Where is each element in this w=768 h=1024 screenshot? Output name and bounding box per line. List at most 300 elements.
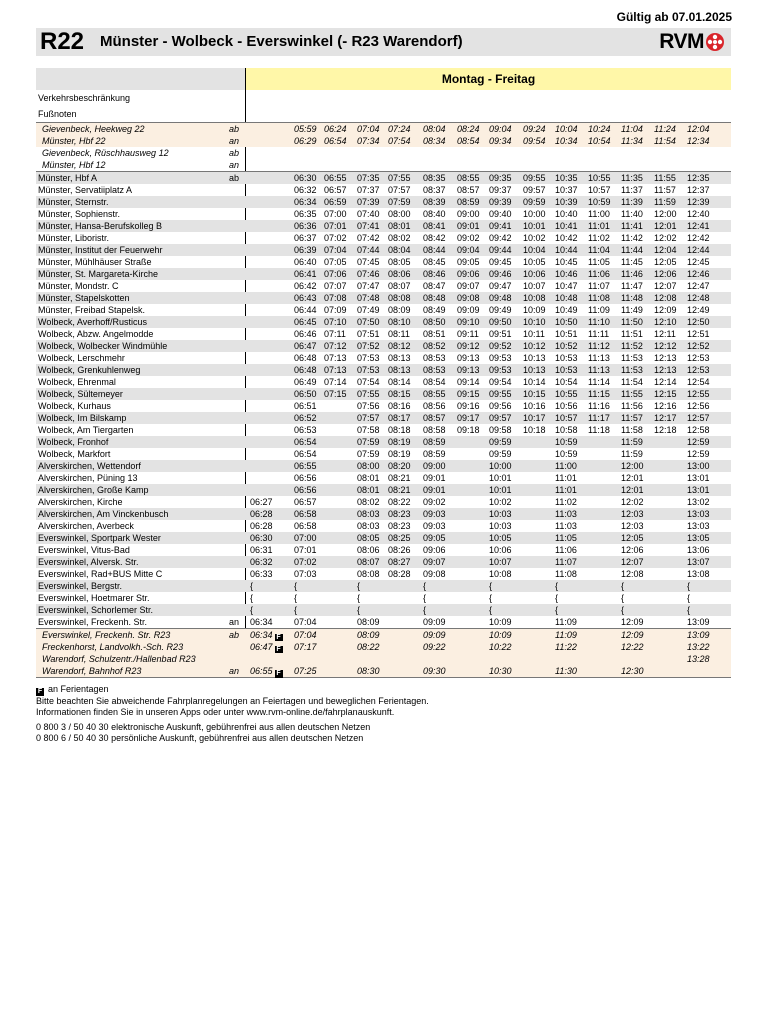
departure-time: 13:09 bbox=[687, 630, 710, 640]
departure-time: 06:34 F bbox=[250, 630, 281, 641]
departure-time: 07:59 bbox=[357, 449, 380, 459]
departure-time: 11:57 bbox=[621, 413, 643, 423]
departure-time: 12:53 bbox=[687, 365, 710, 375]
departure-time: 11:50 bbox=[621, 317, 643, 327]
departure-time: 06:40 bbox=[294, 257, 317, 267]
departure-time: 10:09 bbox=[523, 305, 546, 315]
departure-time: 12:14 bbox=[654, 377, 677, 387]
departure-time: 09:01 bbox=[423, 485, 446, 495]
table-row bbox=[36, 220, 731, 232]
departure-time: { bbox=[621, 593, 625, 603]
departure-time: { bbox=[489, 581, 493, 591]
departure-time: 09:02 bbox=[423, 497, 446, 507]
departure-time: 12:17 bbox=[654, 413, 677, 423]
departure-time: 11:03 bbox=[555, 521, 577, 531]
departure-time: 09:16 bbox=[457, 401, 480, 411]
departure-time: 13:28 bbox=[687, 654, 710, 664]
departure-time: 09:04 bbox=[457, 245, 480, 255]
departure-time: 12:13 bbox=[654, 365, 677, 375]
departure-time: 12:54 bbox=[687, 377, 710, 387]
departure-time: 07:50 bbox=[357, 317, 380, 327]
departure-time: 07:15 bbox=[324, 389, 347, 399]
departure-time: 07:59 bbox=[388, 197, 411, 207]
departure-time: 09:06 bbox=[423, 545, 446, 555]
departure-time: 08:59 bbox=[457, 197, 480, 207]
departure-time: 07:53 bbox=[357, 353, 380, 363]
departure-time: 10:02 bbox=[489, 497, 512, 507]
departure-time: 12:48 bbox=[687, 293, 710, 303]
departure-time: 09:53 bbox=[489, 365, 512, 375]
stop-name: Münster, St. Margareta-Kirche bbox=[38, 269, 159, 279]
departure-time: 07:52 bbox=[357, 341, 380, 351]
table-row bbox=[36, 616, 731, 628]
valid-from: Gültig ab 07.01.2025 bbox=[616, 10, 732, 24]
arr-dep-marker: an bbox=[229, 666, 240, 676]
departure-time: 07:01 bbox=[294, 545, 317, 555]
departure-time: 05:59 bbox=[294, 124, 317, 134]
departure-time: 09:07 bbox=[457, 281, 480, 291]
departure-time: 08:40 bbox=[423, 209, 446, 219]
table-row bbox=[36, 184, 731, 196]
departure-time: 07:12 bbox=[324, 341, 347, 351]
departure-time: 11:49 bbox=[621, 305, 643, 315]
departure-time: 08:28 bbox=[388, 569, 411, 579]
stop-name: Everswinkel, Bergstr. bbox=[38, 581, 123, 591]
departure-time: 10:44 bbox=[555, 245, 578, 255]
departure-time: 10:48 bbox=[555, 293, 578, 303]
departure-time: 10:30 bbox=[489, 666, 512, 676]
restriction-label: Verkehrsbeschränkung bbox=[38, 93, 131, 103]
header-left-cell bbox=[36, 68, 245, 90]
stop-name: Freckenhorst, Landvolkh.-Sch. R23 bbox=[42, 642, 184, 652]
footer bbox=[36, 684, 429, 744]
departure-time: 06:50 bbox=[294, 389, 317, 399]
departure-time: 06:29 bbox=[294, 136, 317, 146]
departure-time: 10:01 bbox=[489, 473, 512, 483]
departure-time: 07:58 bbox=[357, 425, 380, 435]
departure-time: 08:08 bbox=[357, 569, 380, 579]
departure-time: 08:50 bbox=[423, 317, 446, 327]
departure-time: 10:03 bbox=[489, 509, 512, 519]
departure-time: 12:57 bbox=[687, 413, 710, 423]
departure-time: 10:49 bbox=[555, 305, 578, 315]
departure-time: 07:08 bbox=[324, 293, 347, 303]
departure-time: 10:35 bbox=[555, 173, 578, 183]
departure-time: 12:53 bbox=[687, 353, 710, 363]
departure-time: 11:48 bbox=[621, 293, 643, 303]
stop-name: Wolbeck, Wolbecker Windmühle bbox=[38, 341, 168, 351]
departure-time: 11:58 bbox=[621, 425, 643, 435]
departure-time: 10:09 bbox=[489, 617, 512, 627]
departure-time: 12:40 bbox=[687, 209, 710, 219]
departure-time: 08:35 bbox=[423, 173, 446, 183]
departure-time: 09:40 bbox=[489, 209, 512, 219]
departure-time: 06:28 bbox=[250, 509, 273, 519]
table-row bbox=[36, 280, 731, 292]
stop-name: Münster, Sternstr. bbox=[38, 197, 109, 207]
departure-time: 08:54 bbox=[423, 377, 446, 387]
departure-time: 10:34 bbox=[555, 136, 578, 146]
departure-time: 06:55 bbox=[324, 173, 347, 183]
departure-time: 06:36 bbox=[294, 221, 317, 231]
departure-time: 08:53 bbox=[423, 365, 446, 375]
departure-time: 12:16 bbox=[654, 401, 677, 411]
table-row bbox=[36, 292, 731, 304]
table-row bbox=[36, 665, 731, 678]
stop-name: Wolbeck, Fronhof bbox=[38, 437, 109, 447]
departure-time: 06:35 bbox=[294, 209, 317, 219]
departure-time: 07:34 bbox=[357, 136, 380, 146]
departure-time: 10:39 bbox=[555, 197, 578, 207]
departure-time: 11:01 bbox=[555, 485, 577, 495]
stop-name: Alverskirchen, Püning 13 bbox=[38, 473, 138, 483]
departure-time: 11:09 bbox=[555, 630, 577, 640]
departure-time: 12:12 bbox=[654, 341, 677, 351]
departure-time: 09:00 bbox=[423, 461, 446, 471]
departure-time: 11:59 bbox=[621, 437, 643, 447]
departure-time: 08:58 bbox=[423, 425, 446, 435]
departure-time: { bbox=[687, 605, 691, 615]
departure-time: 06:41 bbox=[294, 269, 317, 279]
departure-time: 10:59 bbox=[555, 437, 578, 447]
departure-time: 08:16 bbox=[388, 401, 411, 411]
departure-time: 11:11 bbox=[588, 329, 610, 339]
departure-time: 06:34 bbox=[250, 617, 273, 627]
departure-time: 10:05 bbox=[523, 257, 546, 267]
departure-time: 06:46 bbox=[294, 329, 317, 339]
departure-time: 10:18 bbox=[523, 425, 546, 435]
departure-time: 10:06 bbox=[489, 545, 512, 555]
departure-time: 10:08 bbox=[523, 293, 546, 303]
departure-time: 13:05 bbox=[687, 533, 710, 543]
departure-time: 11:34 bbox=[621, 136, 643, 146]
departure-time: { bbox=[621, 605, 625, 615]
departure-time: 12:01 bbox=[621, 485, 644, 495]
departure-time: 07:14 bbox=[324, 377, 347, 387]
stop-name: Everswinkel, Alversk. Str. bbox=[38, 557, 139, 567]
departure-time: 10:53 bbox=[555, 365, 578, 375]
departure-time: 09:18 bbox=[457, 425, 480, 435]
route-title: Münster - Wolbeck - Everswinkel (- R23 Warendorf) bbox=[100, 33, 463, 50]
departure-time: 08:01 bbox=[357, 485, 380, 495]
departure-time: 07:49 bbox=[357, 305, 380, 315]
departure-time: { bbox=[294, 605, 298, 615]
departure-time: 12:03 bbox=[621, 509, 644, 519]
departure-time: 09:58 bbox=[489, 425, 512, 435]
departure-time: 06:47 bbox=[294, 341, 317, 351]
departure-time: 13:22 bbox=[687, 642, 710, 652]
departure-time: 08:53 bbox=[423, 353, 446, 363]
departure-time: 12:01 bbox=[621, 473, 644, 483]
departure-time: 12:59 bbox=[687, 437, 710, 447]
departure-time: 08:27 bbox=[388, 557, 411, 567]
day-header: Montag - Freitag bbox=[246, 68, 731, 90]
departure-time: 13:01 bbox=[687, 473, 710, 483]
departure-time: 11:06 bbox=[588, 269, 610, 279]
departure-time: 09:04 bbox=[489, 124, 512, 134]
departure-time: 07:57 bbox=[388, 185, 411, 195]
departure-time: 08:56 bbox=[423, 401, 446, 411]
departure-time: 09:03 bbox=[423, 509, 446, 519]
stop-name: Wolbeck, Grenkuhlenweg bbox=[38, 365, 141, 375]
departure-time: 12:56 bbox=[687, 401, 710, 411]
departure-time: 12:00 bbox=[621, 461, 644, 471]
departure-time: 07:46 bbox=[357, 269, 380, 279]
stop-name: Wolbeck, Abzw. Angelmodde bbox=[38, 329, 154, 339]
departure-time: 06:34 bbox=[294, 197, 317, 207]
table-row bbox=[36, 580, 731, 592]
departure-time: 11:18 bbox=[588, 425, 610, 435]
table-row bbox=[36, 304, 731, 316]
departure-time: 06:58 bbox=[294, 509, 317, 519]
departure-time: 11:30 bbox=[555, 666, 577, 676]
departure-time: 11:01 bbox=[555, 473, 577, 483]
table-row bbox=[36, 122, 731, 135]
departure-time: 12:42 bbox=[687, 233, 710, 243]
stop-name: Wolbeck, Kurhaus bbox=[38, 401, 111, 411]
departure-time: 06:27 bbox=[250, 497, 273, 507]
departure-time: 12:49 bbox=[687, 305, 710, 315]
departure-time: 09:09 bbox=[423, 630, 446, 640]
departure-time: 07:54 bbox=[388, 136, 411, 146]
departure-time: 11:07 bbox=[555, 557, 577, 567]
departure-time: 10:37 bbox=[555, 185, 578, 195]
departure-time: 08:48 bbox=[423, 293, 446, 303]
ferien-text: an Ferientagen bbox=[48, 684, 109, 694]
note-2: Informationen finden Sie in unseren Apps oder unter www.rvm-online.de/fahrplanauskunft. bbox=[36, 707, 395, 717]
departure-time: 08:55 bbox=[457, 173, 480, 183]
departure-time: 07:57 bbox=[357, 413, 380, 423]
departure-time: 10:08 bbox=[489, 569, 512, 579]
departure-time: 09:54 bbox=[523, 136, 546, 146]
departure-time: 12:35 bbox=[687, 173, 710, 183]
departure-time: 10:57 bbox=[555, 413, 578, 423]
departure-time: 12:50 bbox=[687, 317, 710, 327]
departure-time: 09:30 bbox=[423, 666, 446, 676]
table-row bbox=[36, 268, 731, 280]
departure-time: 07:04 bbox=[294, 617, 317, 627]
stop-name: Münster, Mondstr. C bbox=[38, 281, 119, 291]
departure-time: 07:02 bbox=[324, 233, 347, 243]
departure-time: 10:59 bbox=[588, 197, 611, 207]
departure-time: 08:22 bbox=[388, 497, 411, 507]
table-row bbox=[36, 628, 731, 641]
departure-time: 12:09 bbox=[654, 305, 677, 315]
departure-time: 08:04 bbox=[423, 124, 446, 134]
departure-time: { bbox=[555, 605, 559, 615]
departure-time: 10:01 bbox=[489, 485, 512, 495]
departure-time: 06:24 bbox=[324, 124, 347, 134]
departure-time: 06:31 bbox=[250, 545, 273, 555]
arr-dep-marker: ab bbox=[229, 148, 240, 158]
departure-time: 11:02 bbox=[588, 233, 610, 243]
departure-time: 07:56 bbox=[357, 401, 380, 411]
table-row bbox=[36, 364, 731, 376]
departure-time: { bbox=[687, 593, 691, 603]
departure-time: 13:03 bbox=[687, 521, 710, 531]
stop-name: Münster, Hbf 22 bbox=[42, 136, 106, 146]
departure-time: 11:54 bbox=[654, 136, 676, 146]
ferien-marker: F bbox=[276, 634, 281, 641]
stop-name: Gievenbeck, Rüschhausweg 12 bbox=[42, 148, 169, 158]
departure-time: 12:10 bbox=[654, 317, 677, 327]
departure-time: 07:03 bbox=[294, 569, 317, 579]
departure-time: 07:17 bbox=[294, 642, 317, 652]
departure-time: 10:54 bbox=[555, 377, 578, 387]
departure-time: 08:37 bbox=[423, 185, 446, 195]
stop-name: Münster, Hansa-Berufskolleg B bbox=[38, 221, 163, 231]
departure-time: 09:22 bbox=[423, 642, 446, 652]
departure-time: 06:37 bbox=[294, 233, 317, 243]
departure-time: 10:15 bbox=[523, 389, 546, 399]
departure-time: 06:51 bbox=[294, 401, 317, 411]
departure-time: 08:10 bbox=[388, 317, 411, 327]
departure-time: 09:09 bbox=[457, 305, 480, 315]
table-row bbox=[36, 147, 731, 159]
note-1: Bitte beachten Sie abweichende Fahrplanregelungen an Feiertagen und beweglichen Ferientagen. bbox=[36, 696, 429, 706]
departure-time: 12:06 bbox=[654, 269, 677, 279]
table-row bbox=[36, 412, 731, 424]
departure-time: 06:44 bbox=[294, 305, 317, 315]
departure-time: 12:04 bbox=[687, 124, 710, 134]
departure-time: 09:51 bbox=[489, 329, 512, 339]
departure-time: { bbox=[250, 605, 254, 615]
departure-time: { bbox=[621, 581, 625, 591]
departure-time: 07:35 bbox=[357, 173, 380, 183]
arr-dep-marker: ab bbox=[229, 173, 240, 183]
departure-time: 06:58 bbox=[294, 521, 317, 531]
stop-name: Wolbeck, Im Bilskamp bbox=[38, 413, 127, 423]
departure-time: 11:55 bbox=[654, 173, 676, 183]
departure-time: 11:52 bbox=[621, 341, 643, 351]
departure-time: 10:47 bbox=[555, 281, 578, 291]
table-row bbox=[36, 316, 731, 328]
departure-time: 09:08 bbox=[423, 569, 446, 579]
departure-time: 10:04 bbox=[523, 245, 546, 255]
departure-time: 11:56 bbox=[621, 401, 643, 411]
departure-time: 08:46 bbox=[423, 269, 446, 279]
departure-time: 11:13 bbox=[588, 353, 610, 363]
ferien-marker: F bbox=[276, 646, 281, 653]
table-row bbox=[36, 171, 731, 184]
departure-time: 07:01 bbox=[324, 221, 347, 231]
departure-time: 12:47 bbox=[687, 281, 710, 291]
departure-time: 07:00 bbox=[294, 533, 317, 543]
departure-time: 08:19 bbox=[388, 449, 411, 459]
departure-time: 11:45 bbox=[621, 257, 643, 267]
table-row bbox=[36, 376, 731, 388]
departure-time: 12:08 bbox=[621, 569, 644, 579]
table-body bbox=[36, 122, 731, 678]
departure-time: 12:05 bbox=[621, 533, 644, 543]
departure-time: 07:25 bbox=[294, 666, 317, 676]
departure-time: 11:41 bbox=[621, 221, 643, 231]
departure-time: 07:55 bbox=[388, 173, 411, 183]
departure-time: 12:07 bbox=[654, 281, 677, 291]
departure-time: 12:18 bbox=[654, 425, 677, 435]
table-row bbox=[36, 352, 731, 364]
departure-time: 08:06 bbox=[388, 269, 411, 279]
departure-time: 11:05 bbox=[588, 257, 610, 267]
departure-time: 08:57 bbox=[423, 413, 446, 423]
departure-time: 08:25 bbox=[388, 533, 411, 543]
departure-time: 09:08 bbox=[457, 293, 480, 303]
departure-time: 08:45 bbox=[423, 257, 446, 267]
departure-time: 08:09 bbox=[357, 617, 380, 627]
departure-time: 12:30 bbox=[621, 666, 644, 676]
departure-time: 08:07 bbox=[357, 557, 380, 567]
departure-time: 09:59 bbox=[523, 197, 546, 207]
stop-name: Alverskirchen, Am Vinckenbusch bbox=[38, 509, 169, 519]
table-row bbox=[36, 448, 731, 460]
departure-time: 08:00 bbox=[357, 461, 380, 471]
stop-name: Wolbeck, Am Tiergarten bbox=[38, 425, 134, 435]
departure-time: 11:16 bbox=[588, 401, 610, 411]
stop-name: Everswinkel, Hoetmarer Str. bbox=[38, 593, 150, 603]
departure-time: 10:00 bbox=[489, 461, 512, 471]
departure-time: 10:13 bbox=[523, 365, 546, 375]
departure-time: 08:24 bbox=[457, 124, 480, 134]
departure-time: 08:13 bbox=[388, 365, 411, 375]
departure-time: 09:52 bbox=[489, 341, 512, 351]
departure-time: 08:05 bbox=[388, 257, 411, 267]
departure-time: 07:09 bbox=[324, 305, 347, 315]
departure-time: 11:02 bbox=[555, 497, 577, 507]
departure-time: 07:07 bbox=[324, 281, 347, 291]
departure-time: 11:24 bbox=[654, 124, 676, 134]
departure-time: 09:10 bbox=[457, 317, 480, 327]
departure-time: 11:01 bbox=[588, 221, 610, 231]
table-row bbox=[36, 604, 731, 616]
table-row bbox=[36, 159, 731, 171]
departure-time: 10:53 bbox=[555, 353, 578, 363]
departure-time: 08:52 bbox=[423, 341, 446, 351]
departure-time: 08:07 bbox=[388, 281, 411, 291]
table-row bbox=[36, 508, 731, 520]
departure-time: 12:15 bbox=[654, 389, 677, 399]
departure-time: 10:56 bbox=[555, 401, 578, 411]
departure-time: 08:13 bbox=[388, 353, 411, 363]
ferien-marker: F bbox=[276, 670, 281, 677]
departure-time: 13:08 bbox=[687, 569, 710, 579]
departure-time: 09:44 bbox=[489, 245, 512, 255]
stop-name: Münster, Stapelskotten bbox=[38, 293, 130, 303]
departure-time: 08:23 bbox=[388, 521, 411, 531]
departure-time: 08:09 bbox=[388, 305, 411, 315]
departure-time: 08:51 bbox=[423, 329, 446, 339]
departure-time: 08:02 bbox=[388, 233, 411, 243]
departure-time: 11:42 bbox=[621, 233, 643, 243]
departure-time: 11:09 bbox=[588, 305, 610, 315]
departure-time: 07:13 bbox=[324, 353, 347, 363]
departure-time: 08:14 bbox=[388, 377, 411, 387]
table-row bbox=[36, 436, 731, 448]
departure-time: 06:47 F bbox=[250, 642, 281, 653]
departure-time: 09:00 bbox=[457, 209, 480, 219]
departure-time: 06:49 bbox=[294, 377, 317, 387]
departure-time: 08:11 bbox=[388, 329, 410, 339]
departure-time: 09:13 bbox=[457, 365, 480, 375]
departure-time: 06:53 bbox=[294, 425, 317, 435]
departure-time: 06:39 bbox=[294, 245, 317, 255]
stop-name: Everswinkel, Freckenh. Str. R23 bbox=[42, 630, 171, 640]
stop-name: Everswinkel, Sportpark Wester bbox=[38, 533, 161, 543]
departure-time: 07:05 bbox=[324, 257, 347, 267]
departure-time: 08:42 bbox=[423, 233, 446, 243]
departure-time: 12:06 bbox=[621, 545, 644, 555]
departure-time: 06:55 F bbox=[250, 666, 281, 677]
departure-time: 10:54 bbox=[588, 136, 611, 146]
